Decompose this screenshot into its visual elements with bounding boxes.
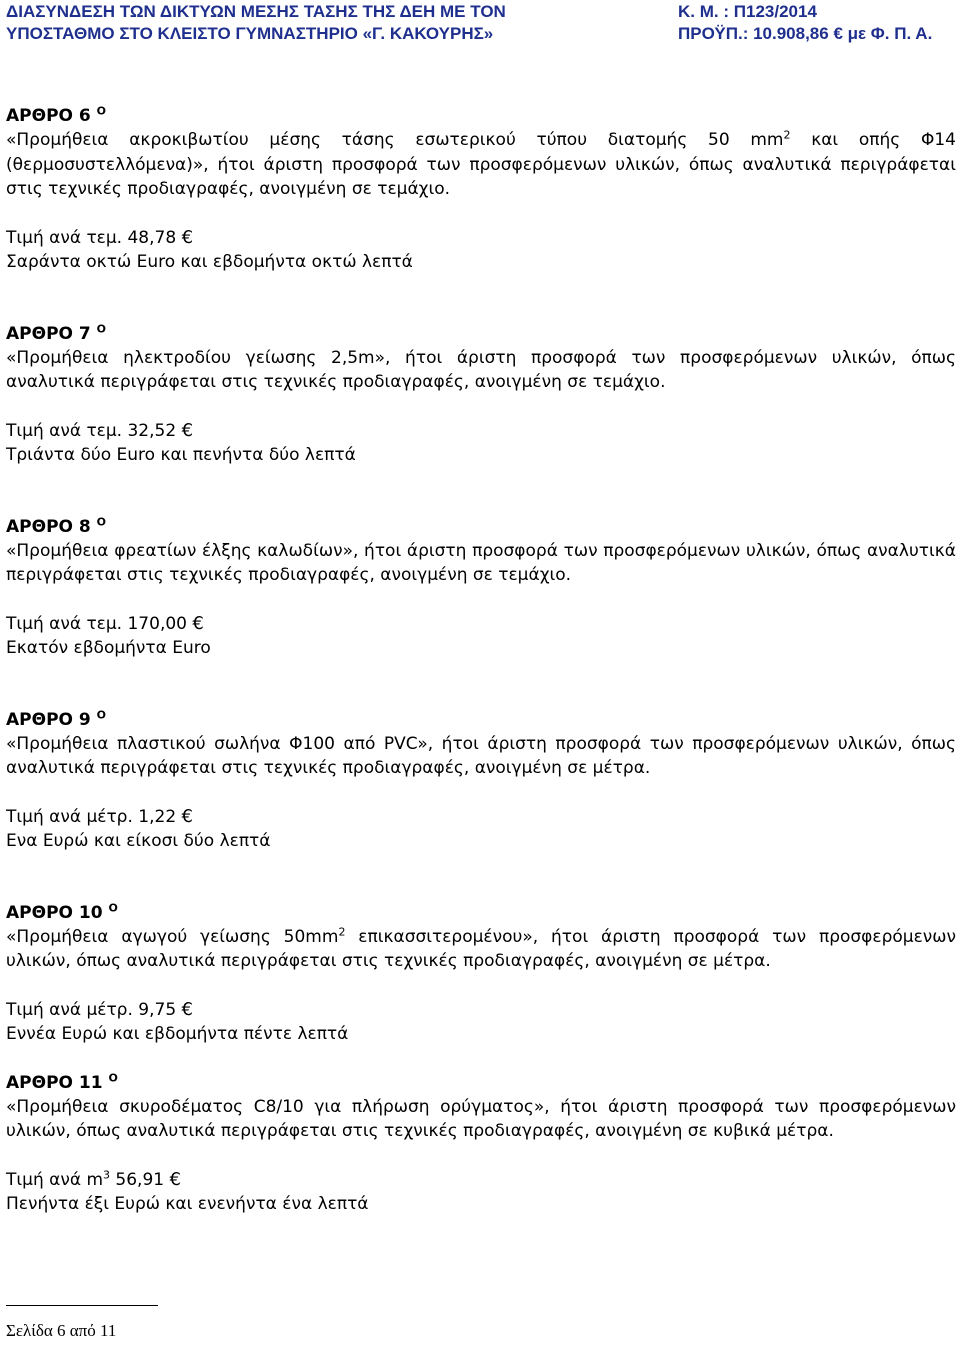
article-6	[6, 104, 956, 275]
euro-icon: €	[181, 998, 193, 1020]
project-code	[678, 1, 932, 45]
article-title: ΑΡΘΡΟ 7 $^O$	[6, 321, 107, 344]
article-11	[6, 1071, 956, 1217]
document-body	[6, 104, 956, 1217]
page-header	[6, 0, 954, 46]
article-10	[6, 901, 956, 1047]
unit-price: Τιμή ανά τεμ. 32,52 €	[6, 419, 194, 441]
footer-divider	[6, 1305, 158, 1306]
unit-price: Τιμή ανά τεμ. 48,78 €	[6, 226, 194, 248]
article-description: «Προμήθεια φρεατίων έλξης καλωδίων», ήτοι άριστη προσφορά των προσφερόμενων υλικών, όπως αναλυτικά περιγράφεται στις τεχνικές προδιαγραφές, ανοιγμένη σε τεμάχιο.	[6, 540, 956, 585]
project-title-line1: ΔΙΑΣΥΝΔΕΣΗ ΤΩΝ ΔΙΚΤΥΩΝ ΜΕΣΗΣ ΤΑΣΗΣ ΤΗΣ ΔΕΗ ΜΕ ΤΟΝ	[6, 2, 506, 21]
price-in-words: Σαράντα οκτώ Euro και εβδομήντα οκτώ λεπτά	[6, 252, 413, 272]
article-title: ΑΡΘΡΟ 11 $^O$	[6, 1070, 118, 1093]
unit-price: Τιμή ανά μέτρ. 9,75 €	[6, 998, 193, 1020]
budget-line: ΠΡΟΫΠ.: 10.908,86 € με Φ. Π. Α.	[678, 24, 933, 43]
euro-icon: €	[181, 805, 193, 827]
article-7	[6, 322, 956, 468]
article-9	[6, 708, 956, 854]
project-title	[6, 1, 506, 45]
price-in-words: Πενήντα έξι Ευρώ και ενενήντα ένα λεπτά	[6, 1194, 369, 1214]
article-description: «Προμήθεια αγωγού γείωσης $50mm^2$ επικασσιτερομένου», ήτοι άριστη προσφορά των προσφερόμενων υλικών, όπως αναλυτικά περιγράφεται στις τεχνικές προδιαγραφές, ανοιγμένη σε μέτρα.	[6, 924, 956, 971]
project-code-line: Κ. Μ. : Π123/2014	[678, 2, 817, 21]
article-description: «Προμήθεια ακροκιβωτίου μέσης τάσης εσωτερικού τύπου διατομής 50 $mm^2$ και οπής Φ14 (θερμοσυστελλόμενα)», ήτοι άριστη προσφορά των προσφερόμενων υλικών, όπως αναλυτικά περιγράφεται στις τεχνικές προδιαγραφές, ανοιγμένη σε τεμάχιο.	[6, 128, 956, 199]
unit-price: Τιμή ανά τεμ. 170,00 €	[6, 612, 204, 634]
page-number: Σελίδα 6 από 11	[6, 1321, 117, 1340]
euro-icon: €	[181, 419, 194, 441]
price-in-words: Ενα Ευρώ και είκοσι δύο λεπτά	[6, 831, 271, 851]
article-8	[6, 515, 956, 661]
price-in-words: Τριάντα δύο Euro και πενήντα δύο λεπτά	[6, 445, 356, 465]
article-description: «Προμήθεια σκυροδέματος C8/10 για πλήρωση ορύγματος», ήτοι άριστη προσφορά των προσφερόμενων υλικών, όπως αναλυτικά περιγράφεται στις τεχνικές προδιαγραφές, ανοιγμένη σε κυβικά μέτρα.	[6, 1096, 956, 1141]
article-description: «Προμήθεια ηλεκτροδίου γείωσης 2,5m», ήτοι άριστη προσφορά των προσφερόμενων υλικών, όπως αναλυτικά περιγράφεται στις τεχνικές προδιαγραφές, ανοιγμένη σε τεμάχιο.	[6, 347, 956, 392]
euro-icon: €	[181, 226, 194, 248]
article-title: ΑΡΘΡΟ 10 $^O$	[6, 900, 118, 923]
article-title: ΑΡΘΡΟ 9 $^O$	[6, 707, 107, 730]
unit-price: Τιμή ανά $m^3$ 56,91 €	[6, 1167, 181, 1190]
price-in-words: Εκατόν εβδομήντα Euro	[6, 638, 211, 658]
article-title: ΑΡΘΡΟ 8 $^O$	[6, 514, 107, 537]
euro-icon: €	[192, 612, 204, 634]
euro-icon: €	[169, 1168, 181, 1190]
article-title: ΑΡΘΡΟ 6 $^O$	[6, 104, 107, 126]
price-in-words: Εννέα Ευρώ και εβδομήντα πέντε λεπτά	[6, 1024, 349, 1044]
unit-price: Τιμή ανά μέτρ. 1,22 €	[6, 805, 193, 827]
article-description: «Προμήθεια πλαστικού σωλήνα Φ100 από PVC», ήτοι άριστη προσφορά των προσφερόμενων υλικών, όπως αναλυτικά περιγράφεται στις τεχνικές προδιαγραφές, ανοιγμένη σε μέτρα.	[6, 733, 956, 778]
project-title-line2: ΥΠΟΣΤΑΘΜΟ ΣΤΟ ΚΛΕΙΣΤΟ ΓΥΜΝΑΣΤΗΡΙΟ «Γ. ΚΑΚΟΥΡΗΣ»	[6, 24, 494, 43]
